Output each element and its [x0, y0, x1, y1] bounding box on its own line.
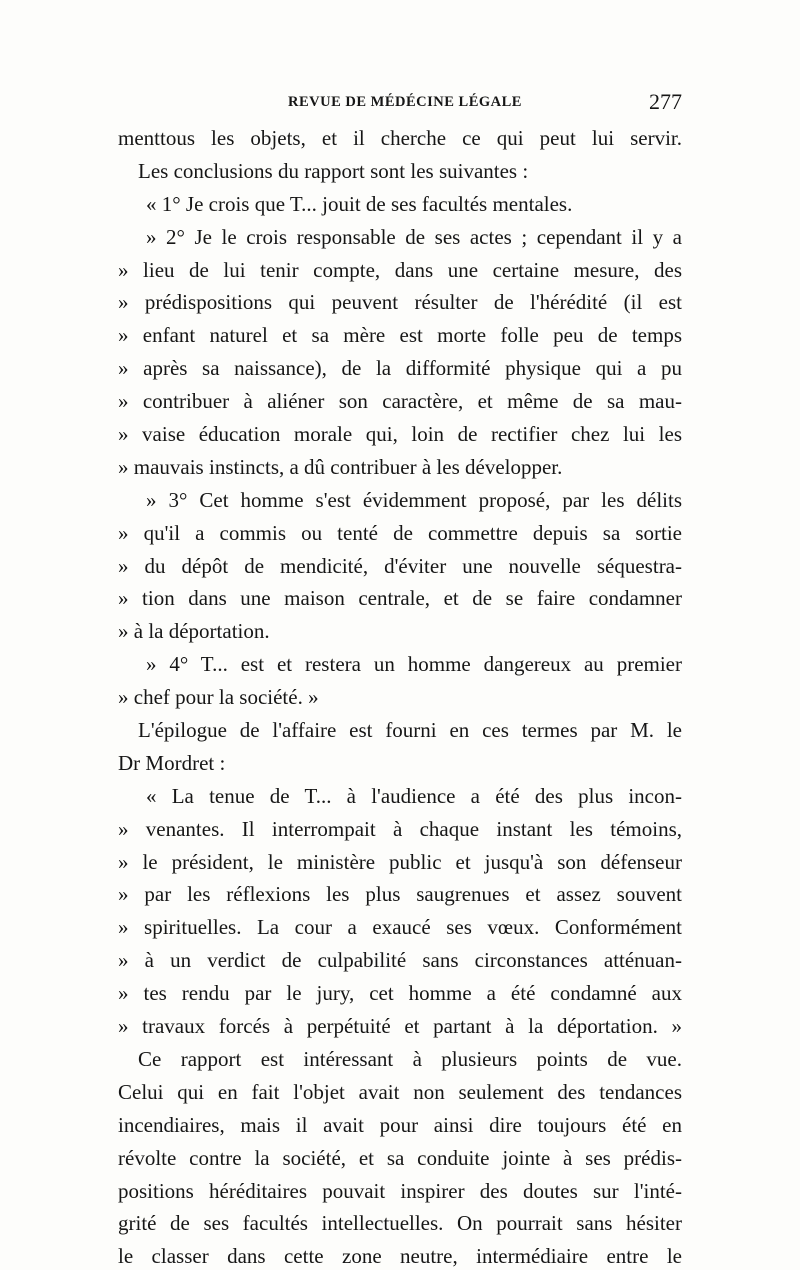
text-line: » 4° T... est et restera un homme dangereux au premier — [146, 652, 682, 677]
page-header — [118, 89, 682, 116]
running-title: REVUE DE MÉDÉCINE LÉGALE — [288, 94, 522, 110]
page-number: 277 — [649, 89, 682, 114]
text-line: menttous les objets, et il cherche ce qui peut lui servir. — [118, 126, 682, 150]
text-line: L'épilogue de l'affaire est fourni en ces termes par M. le — [138, 718, 682, 743]
page-body — [118, 122, 682, 1273]
text-line: » lieu de lui tenir compte, dans une certaine mesure, des — [118, 257, 682, 282]
text-line: » le président, le ministère public et jusqu'à son défenseur — [118, 849, 682, 874]
text-line: » venantes. Il interrompait à chaque instant les témoins, — [118, 816, 682, 841]
text-line: » 3° Cet homme s'est évidemment proposé, par les délits — [146, 487, 682, 512]
text-line: » travaux forcés à perpétuité et partant à la déportation. » — [118, 1014, 682, 1039]
text-line: » par les réflexions les plus saugrenues et assez souvent — [118, 882, 682, 907]
text-line: Les conclusions du rapport sont les suivantes : — [138, 158, 529, 183]
text-line: » qu'il a commis ou tenté de commettre depuis sa sortie — [118, 520, 682, 545]
text-line: » contribuer à aliéner son caractère, et même de sa mau- — [118, 389, 682, 414]
text-line: » vaise éducation morale qui, loin de rectifier chez lui les — [118, 422, 682, 447]
text-line: « La tenue de T... à l'audience a été des plus incon- — [146, 783, 682, 808]
text-line: Dr Mordret : — [118, 750, 226, 775]
text-line: révolte contre la société, et sa conduite jointe à ses prédis- — [118, 1145, 682, 1170]
text-line: » du dépôt de mendicité, d'éviter une nouvelle séquestra- — [118, 553, 682, 578]
text-line: positions héréditaires pouvait inspirer des doutes sur l'inté- — [118, 1178, 682, 1203]
text-line: le classer dans cette zone neutre, intermédiaire entre le — [118, 1244, 682, 1269]
text-line: » 2° Je le crois responsable de ses actes ; cependant il y a — [146, 224, 682, 249]
text-line: « 1° Je crois que T... jouit de ses facultés mentales. — [146, 191, 573, 216]
text-line: Celui qui en fait l'objet avait non seulement des tendances — [118, 1079, 682, 1104]
text-line: » prédispositions qui peuvent résulter de l'hérédité (il est — [118, 290, 682, 315]
text-line: grité de ses facultés intellectuelles. On pourrait sans hésiter — [118, 1211, 682, 1236]
text-line: » chef pour la société. » — [118, 685, 319, 710]
text-line: » à la déportation. — [118, 619, 270, 644]
text-line: » après sa naissance), de la difformité physique qui a pu — [118, 356, 682, 381]
text-line: Ce rapport est intéressant à plusieurs points de vue. — [138, 1046, 682, 1071]
text-line: » spirituelles. La cour a exaucé ses vœux. Conformément — [118, 915, 682, 940]
text-line: » tes rendu par le jury, cet homme a été condamné aux — [118, 981, 682, 1006]
text-line: » mauvais instincts, a dû contribuer à les développer. — [118, 454, 563, 479]
text-line: » enfant naturel et sa mère est morte folle peu de temps — [118, 323, 682, 348]
text-line: incendiaires, mais il avait pour ainsi dire toujours été en — [118, 1112, 682, 1137]
text-line: » tion dans une maison centrale, et de se faire condamner — [118, 586, 682, 611]
text-line: » à un verdict de culpabilité sans circonstances atténuan- — [118, 948, 682, 973]
